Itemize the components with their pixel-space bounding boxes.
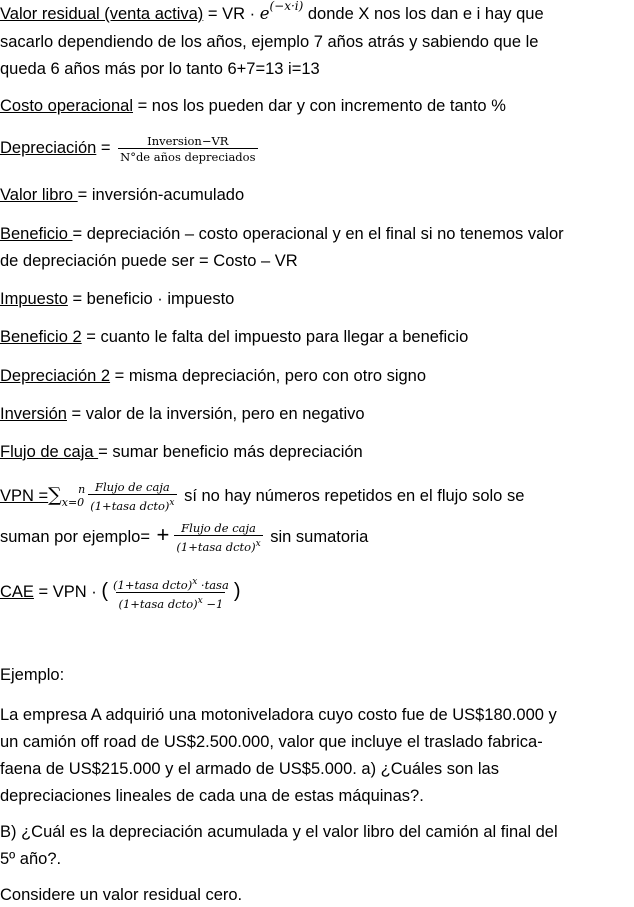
example-paragraph-line: faena de US$215.000 y el armado de US$5.000. a) ¿Cuáles son las [0,760,499,778]
text-line: queda 6 años más por lo tanto 6+7=13 i=13 [0,60,320,78]
valor-libro-term: Valor libro [0,186,78,204]
beneficio2-term: Beneficio 2 [0,328,82,346]
text-line: de depreciación puede ser = Costo – VR [0,252,298,270]
cae-fraction: $\frac{(1+tasa dcto)^x \cdot tasa}{(1+tasa dcto)^x -1}$ [113,576,229,611]
depreciacion-term: Depreciación [0,139,97,157]
valor-residual-line: Valor residual (venta activa) = VR · $e^{(-x\cdot i)}$ donde X nos los dan e i hay que [0,0,544,23]
flujo-caja-term: Flujo de caja [0,443,99,461]
question-b-line: B) ¿Cuál es la depreciación acumulada y el valor libro del camión al final del [0,823,558,841]
plus-sign: + [156,522,170,547]
example-paragraph-line: depreciaciones lineales de cada una de estas máquinas?. [0,787,424,805]
impuesto-term: Impuesto [0,290,68,308]
valor-libro-line: Valor libro = inversión-acumulado [0,186,245,204]
valor-residual-term: Valor residual (venta activa) [0,5,204,23]
costo-operacional-line: Costo operacional = nos los pueden dar y con incremento de tanto % [0,97,506,115]
example-heading: Ejemplo: [0,666,65,684]
vpn-line: VPN $=\sum_{x=0}^n$ $\frac{\text{Flujo de caja}}{(1+tasa dcto)^x}$ sí no hay números repetidos en el flujo solo se [0,480,525,514]
sigma-symbol: ∑ [48,484,62,506]
depreciacion-line: Depreciación = $\frac{\text{Inversion−VR}}{\text{N°de años depreciados}}$ [0,133,256,164]
impuesto-line: Impuesto = beneficio · impuesto [0,290,235,308]
vpn-term: VPN [0,487,39,505]
vpn-fraction: $\frac{\text{Flujo de caja}}{(1+tasa dcto)^x}$ [90,480,175,514]
depreciacion2-line: Depreciación 2 = misma depreciación, pero con otro signo [0,367,427,385]
depreciacion-fraction: $\frac{\text{Inversion−VR}}{\text{N°de años depreciados}}$ [120,133,256,164]
text-line: sacarlo dependiendo de los años, ejemplo 7 años atrás y sabiendo que le [0,33,539,51]
beneficio-line: Beneficio = depreciación – costo operacional y en el final si no tenemos valor [0,225,564,243]
beneficio-term: Beneficio [0,225,73,243]
flujo-caja-line: Flujo de caja = sumar beneficio más depreciación [0,443,363,461]
depreciacion2-term: Depreciación 2 [0,367,111,385]
inversion-term: Inversión [0,405,67,423]
vpn-example-line: suman por ejemplo= + $\frac{\text{Flujo de caja}}{(1+tasa dcto)^x}$ sin sumatoria [0,521,369,555]
residual-note: Considere un valor residual cero. [0,886,243,904]
beneficio2-line: Beneficio 2 = cuanto le falta del impuesto para llegar a beneficio [0,328,469,346]
costo-operacional-term: Costo operacional [0,97,133,115]
vpn-example-fraction: $\frac{\text{Flujo de caja}}{(1+tasa dcto)^x}$ [176,521,261,555]
cae-term: CAE [0,583,34,601]
cae-line: CAE = VPN · ( $\frac{(1+tasa dcto)^x \cdot tasa}{(1+tasa dcto)^x -1}$ ) [0,576,241,611]
euler-e: e [259,4,270,23]
question-b-line: 5º año?. [0,850,62,868]
example-paragraph-line: un camión off road de US$2.500.000, valor que incluye el traslado fabrica- [0,733,543,751]
exponent: (−x·i) [269,0,304,13]
example-paragraph-line: La empresa A adquirió una motoniveladora cuyo costo fue de US$180.000 y [0,706,557,724]
inversion-line: Inversión = valor de la inversión, pero en negativo [0,405,365,423]
